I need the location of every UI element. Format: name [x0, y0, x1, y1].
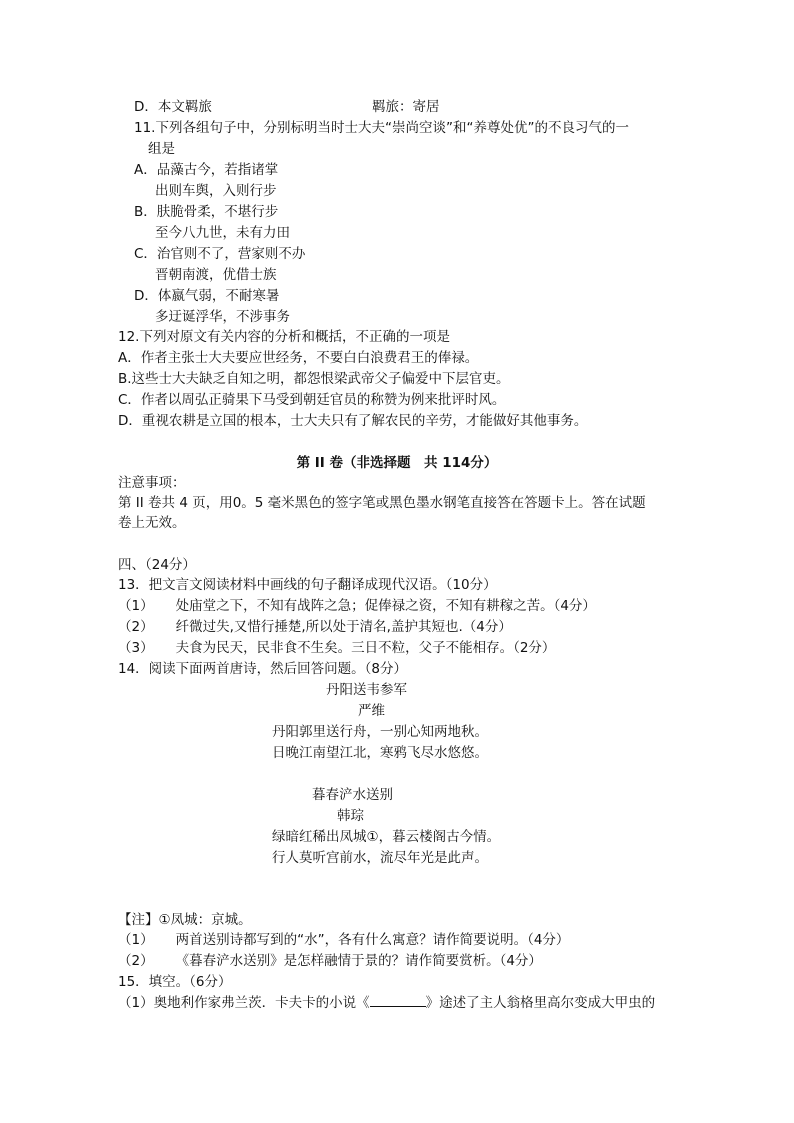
q11-option-d-second: 多迂诞浮华，不涉事务	[155, 309, 290, 325]
q11-option-c: C．治官则不了，营家则不办	[134, 246, 306, 262]
q12-option-d: D．重视农耕是立国的根本，士大夫只有了解农民的辛劳，才能做好其他事务。	[118, 413, 588, 429]
q13-item-1	[118, 596, 596, 617]
q11-option-d: D．体嬴气弱，不耐寒暑	[134, 288, 280, 304]
q11-option-b-second: 至今八九世，未有力田	[155, 225, 290, 241]
q13-item-3	[118, 638, 555, 659]
q14-note: 【注】①凤城：京城。	[118, 912, 252, 928]
q15-item-1	[118, 992, 655, 1013]
q15-stem: 15．填空。（6分）	[118, 974, 232, 990]
poem1-title: 丹阳送韦参军	[326, 682, 407, 698]
poem1-line1: 丹阳郭里送行舟，一别心知两地秋。	[272, 724, 488, 740]
poem2-title: 暮春浐水送别	[312, 787, 393, 803]
q11-option-b: B．肤脆骨柔，不堪行步	[134, 204, 279, 220]
q14-item-2-text: 《暮春浐水送别》是怎样融情于景的？请作简要赏析。（4分）	[175, 953, 542, 969]
poem2-author: 韩琮	[337, 808, 364, 824]
q11-option-a-second: 出则车舆，入则行步	[155, 183, 277, 199]
q10-option-d	[134, 97, 212, 118]
notice-line1: 第 II 卷共 4 页，用0。5 毫米黑色的签字笔或黑色墨水钢笔直接答在答题卡上。答在试题	[118, 495, 646, 511]
part2-heading: 第 II 卷（非选择题 共 114分）	[296, 455, 498, 471]
q13-item-1-num: （1）	[118, 598, 154, 614]
poem1-author: 严维	[358, 703, 385, 719]
q11-option-a: A．品藻古今，若指诸掌	[134, 162, 279, 178]
q14-item-1-text: 两首送别诗都写到的“水”，各有什么寓意？请作简要说明。（4分）	[175, 932, 570, 948]
q13-stem: 13．把文言文阅读材料中画线的句子翻译成现代汉语。（10分）	[118, 577, 497, 593]
q10-option-d-text: D．本文羁旅	[134, 99, 212, 115]
q15-answer-blank[interactable]	[370, 992, 426, 1007]
q14-stem: 14．阅读下面两首唐诗，然后回答问题。（8分）	[118, 661, 408, 677]
q11-stem-line1: 11.下列各组句子中，分别标明当时士大夫“崇尚空谈”和“养尊处优”的不良习气的一	[134, 120, 629, 136]
q13-item-1-text: 处庙堂之下，不知有战阵之急；促俸禄之资，不知有耕稼之苦。（4分）	[175, 598, 596, 614]
q13-item-2-num: （2）	[118, 619, 154, 635]
q14-item-2-num: （2）	[118, 953, 154, 969]
q12-stem: 12.下列对原文有关内容的分析和概括，不正确的一项是	[118, 329, 450, 345]
q13-item-3-num: （3）	[118, 640, 154, 656]
q12-option-b: B.这些士大夫缺乏自知之明，都怨恨梁武帝父子偏爱中下层官吏。	[118, 371, 510, 387]
q13-item-3-text: 夫食为民天，民非食不生矣。三日不粒，父子不能相存。（2分）	[175, 640, 556, 656]
q15-item-1-before: （1）奥地利作家弗兰茨．卡夫卡的小说《	[118, 995, 370, 1011]
q15-item-1-after: 》途述了主人翁格里高尔变成大甲虫的	[425, 995, 656, 1011]
q11-stem-line2: 组是	[148, 141, 175, 157]
q11-option-c-second: 晋朝南渡，优借士族	[155, 267, 277, 283]
q14-item-1-num: （1）	[118, 932, 154, 948]
q12-option-a: A．作者主张士大夫要应世经务，不要白白浪费君王的俸禄。	[118, 350, 479, 366]
poem2-line1: 绿暗红稀出凤城①，暮云楼阁古今情。	[272, 829, 501, 845]
notice-title: 注意事项：	[118, 475, 186, 491]
q13-item-2-text: 纤微过失,又惜行捶楚,所以处于清名,盖护其短也.（4分）	[175, 619, 512, 635]
q13-item-2	[118, 617, 512, 638]
poem1-line2: 日晚江南望江北，寒鸦飞尽水悠悠。	[272, 745, 488, 761]
q14-item-1	[118, 930, 569, 951]
q10-option-d-gloss: 羁旅：寄居	[372, 99, 440, 115]
q14-item-2	[118, 951, 542, 972]
poem2-line2: 行人莫听宫前水，流尽年光是此声。	[272, 850, 488, 866]
q12-option-c: C．作者以周弘正骑果下马受到朝廷官员的称赞为例来批评时风。	[118, 392, 506, 408]
section4-heading: 四、（24分）	[118, 557, 196, 573]
notice-line2: 卷上无效。	[118, 515, 186, 531]
